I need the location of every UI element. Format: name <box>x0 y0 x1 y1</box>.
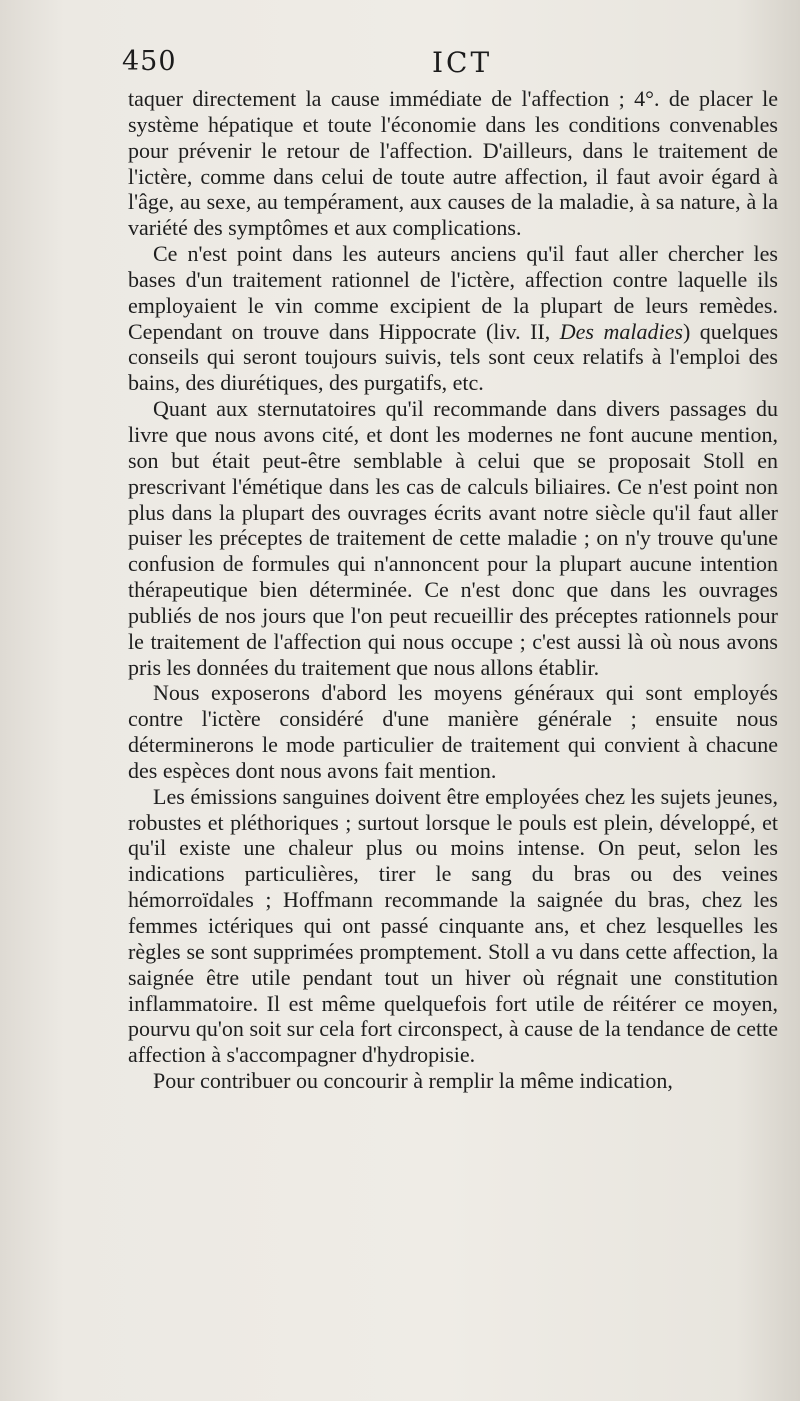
paragraph-text-before-title: Ce n'est point dans les auteurs anciens qu'il faut aller chercher les bases d'un traitement rationnel de l'ictère, affection contre laquelle ils employaient le vin comme excipient de la plupart de leurs remèdes. Cependant on trouve dans Hippocrate (liv. II, <box>128 241 778 344</box>
paragraph-text-after-title: ) quelques conseils qui seront toujours suivis, tels sont ceux relatifs à l'emploi des bains, des diurétiques, des purgatifs, etc. <box>128 318 779 396</box>
paragraph-continuation: taquer directement la cause immédiate de l'affection ; 4°. de placer le système hépatique et toute l'économie dans les conditions convenables pour prévenir le retour de l'affection. D'ailleurs, dans le traitement de l'ictère, comme dans celui de toute autre affection, il faut avoir égard à l'âge, au sexe, au tempérament, aux causes de la maladie, à sa nature, à la variété des symptômes et aux complications. <box>128 86 778 241</box>
body-text <box>128 86 778 1094</box>
page-header <box>122 46 782 86</box>
running-head: ICT <box>432 46 493 79</box>
paragraph-general-means: Nous exposerons d'abord les moyens généraux qui sont employés contre l'ictère considéré d'une manière générale ; ensuite nous déterminerons le mode particulier de traitement qui convient à chacune des espèces dont nous avons fait mention. <box>128 680 778 783</box>
paragraph-ancient-authors <box>128 241 778 396</box>
paragraph-bloodletting: Les émissions sanguines doivent être employées chez les sujets jeunes, robustes et pléthoriques ; surtout lorsque le pouls est plein, développé, et qu'il existe une chaleur plus ou moins intense. On peut, selon les indications particulières, tirer le sang du bras ou des veines hémorroïdales ; Hoffmann recommande la saignée du bras, chez les femmes ictériques qui ont passé cinquante ans, et chez lesquelles les règles se sont supprimées promptement. Stoll a vu dans cette affection, la saignée être utile pendant tout un hiver où régnait une constitution inflammatoire. Il est même quelquefois fort utile de réitérer ce moyen, pourvu qu'on soit sur cela fort circonspect, à cause de la tendance de cette affection à s'accompagner d'hydropisie. <box>128 783 778 1068</box>
page-number: 450 <box>122 46 177 77</box>
paragraph-final-line: Pour contribuer ou concourir à remplir la même indication, <box>153 1068 673 1094</box>
paragraph-sternutatories: Quant aux sternutatoires qu'il recommande dans divers passages du livre que nous avons cité, et dont les modernes ne font aucune mention, son but était peut-être semblable à celui que se proposait Stoll en prescrivant l'émétique dans les cas de calculs biliaires. Ce n'est point non plus dans la plupart des ouvrages écrits avant notre siècle qu'il faut aller puiser les préceptes de traitement de cette maladie ; on n'y trouve qu'une confusion de formules qui n'annoncent pour la plupart aucune intention thérapeutique bien déterminée. Ce n'est donc que dans les ouvrages publiés de nos jours que l'on peut recueillir des préceptes rationnels pour le traitement de l'affection qui nous occupe ; c'est aussi là où nous avons pris les données du traitement que nous allons établir. <box>128 396 778 680</box>
cited-work-title: Des maladies <box>559 318 683 344</box>
